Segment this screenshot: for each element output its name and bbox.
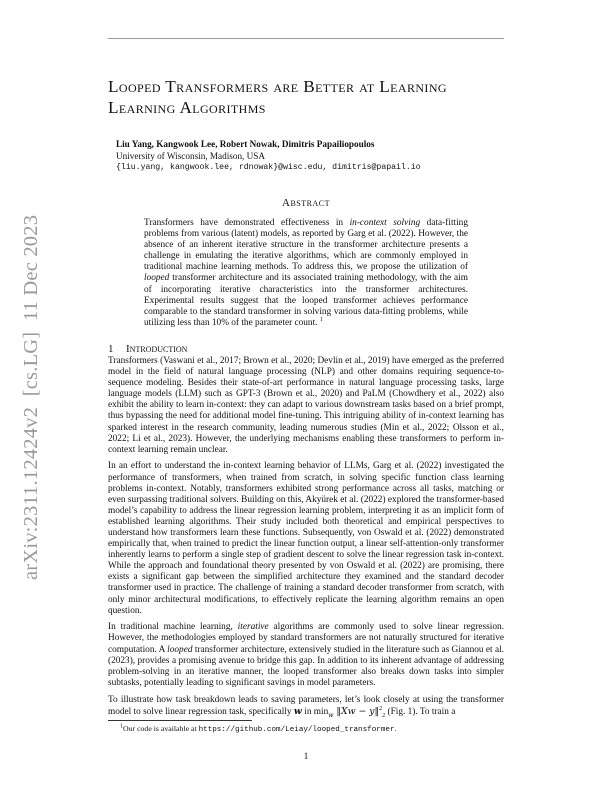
author-emails[interactable]: {liu.yang, kangwook.lee, rdnowak}@wisc.edu, dimitris@papail.io: [116, 163, 421, 172]
code-link[interactable]: https://github.com/Leiay/looped_transformer: [198, 726, 395, 734]
footnote: [120, 724, 396, 734]
abstract-emphasis: in-context solving: [349, 218, 421, 228]
paragraph: [108, 695, 504, 722]
title-line-2: Learning Algorithms: [108, 98, 266, 117]
arxiv-identifier[interactable]: arXiv:2311.12424v2 [cs.LG] 11 Dec 2023: [20, 214, 42, 580]
abstract-heading: Abstract: [282, 197, 330, 209]
title-line-1: Looped Transformers are Better at Learning: [108, 77, 447, 96]
footnote-mark: 1: [120, 723, 123, 730]
author-names: Liu Yang, Kangwook Lee, Robert Nowak, Dimitris Papailiopoulos: [116, 139, 375, 149]
footnote-text: Our code is available at: [123, 724, 199, 733]
section-title: Introduction: [126, 343, 188, 355]
math-superscript: 2: [379, 705, 383, 712]
emphasis: looped: [167, 644, 193, 655]
abstract-emphasis: looped: [144, 273, 170, 284]
footnote-end: .: [394, 724, 397, 733]
emphasis: iterative: [237, 622, 269, 633]
section-heading-introduction: [108, 343, 187, 355]
abstract-span: data-fitting problems from various (latent) models, as reported by Garg et al. (2022). However, the absence of an inherent iterative structure in the transformer architecture presents a challenge in emulating the iterative algorithms, which are commonly employed in traditional machine learning methods. To address this, we propose the utilization of: [144, 218, 468, 273]
abstract-span: Transformers have demonstrated effectiveness in: [144, 218, 350, 228]
paragraph: Transformers (Vaswani et al., 2017; Brown et al., 2020; Devlin et al., 2019) have emerged as the preferred model in the field of natural language processing (NLP) and other domains requiring sequence-to-sequence modeling. Besides their state-of-art performance in natural language processing tasks, large language models (LLM) such as GPT-3 (Brown et al., 2020) and PaLM (Chowdhery et al., 2022) also exhibit the ability to learn in-context: they can adapt to various downstream tasks based on a brief prompt, thus bypassing the need for additional model fine-tuning. This intriguing ability of in-context learning has sparked interest in the research community, leading numerous studies (Min et al., 2022; Olsson et al., 2022; Li et al., 2023). However, the underlying mechanisms enabling these transformers to perform in-context learning remain unclear.: [108, 356, 504, 455]
text-span: in min: [301, 706, 329, 717]
header-rule: [108, 38, 504, 39]
section-number: 1: [108, 343, 114, 355]
footnote-rule: [108, 720, 252, 721]
math-subscript: w: [328, 711, 334, 719]
page-number: 1: [303, 752, 309, 762]
text-span: In traditional machine learning,: [108, 622, 238, 633]
math-subscript: 2: [382, 712, 386, 719]
abstract-text: [144, 218, 468, 329]
affiliation: University of Wisconsin, Madison, USA: [116, 150, 266, 161]
math-expression: ‖Xw − y‖: [333, 705, 380, 717]
paragraph: [108, 622, 504, 689]
text-span: To illustrate how task breakdown leads to saving parameters, let’s look closely at using the transformer model to solve linear regression task, specifically: [108, 694, 504, 717]
footnote-marker[interactable]: 1: [319, 316, 323, 323]
paragraph: In an effort to understand the in-context learning behavior of LLMs, Garg et al. (2022) investigated the performance of transformers, when trained from scratch, in solving specific function class learning problems in-context. Notably, transformers exhibited strong performance across all tasks, matching or even surpassing traditional solvers. Building on this, Akyürek et al. (2022) explored the transformer-based model’s capability to address the linear regression learning problem, interpreting it as an implicit form of established learning algorithms. Their study included both theoretical and empirical perspectives to understand how transformers learn these functions. Subsequently, von Oswald et al. (2022) demonstrated empirically that, when trained to predict the linear function output, a linear self-attention-only transformer inherently learns to perform a single step of gradient descent to solve the linear regression task in-context. While the approach and foundational theory presented by von Oswald et al. (2022) are promising, there exists a significant gap between the simplified architecture they examined and the standard decoder transformer used in practice. The challenge of training a standard decoder transformer from scratch, with only minor architectural modifications, to effectively replicate the learning algorithm remains an open question.: [108, 461, 504, 616]
paper-title: [108, 76, 528, 118]
math-variable: w: [293, 705, 302, 717]
abstract-span: transformer architecture and its associated training methodology, with the aim of incorporating iterative characteristics into the transformer architectures. Experimental results suggest that the looped transformer achieves performance comparable to the standard transformer in solving various data-fitting problems, while utilizing less than 10% of the parameter count.: [144, 273, 468, 328]
author-block: [116, 139, 421, 174]
text-span: transformer architecture, extensively studied in the literature such as Giannou et al. (2023), provides a promising avenue to bridge this gap. In addition to its inherent advantage of addressing problem-solving in an iterative manner, the looped transformer also breaks down tasks into simpler subtasks, potentially leading to significant savings in model parameters.: [108, 644, 504, 688]
text-span: algorithms are commonly used to solve linear regression. However, the methodologies employed by standard transformers are not naturally structured for iterative computation. A: [108, 622, 504, 655]
text-span: (Fig. 1). To train a: [385, 706, 456, 717]
